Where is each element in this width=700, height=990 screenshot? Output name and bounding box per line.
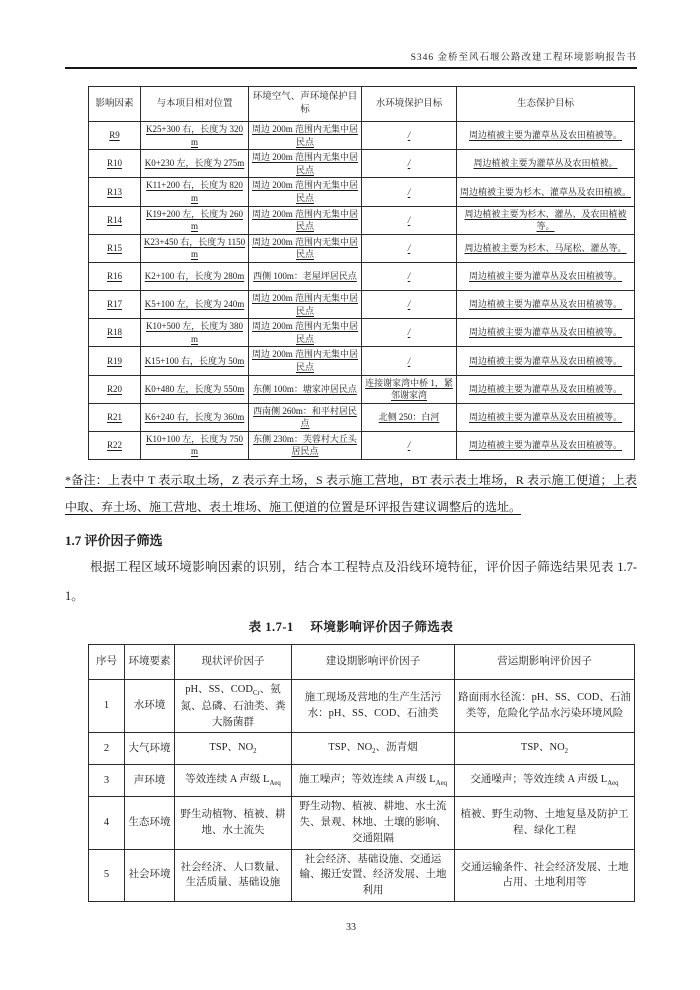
- table-cell: 周边 200m 范围内无集中居民点: [249, 122, 362, 150]
- table-remark: *备注：上表中 T 表示取土场，Z 表示弃土场，S 表示施工营地，BT 表示表土堆场，R 表示施工便道；上表中取、弃土场、施工营地、表土堆场、施工便道的位置是环评报告建议调整后的选址。: [65, 473, 637, 515]
- table-cell: R10: [89, 150, 141, 178]
- table-row: [89, 403, 635, 431]
- table-cell: 东侧 100m：塘家冲居民点: [249, 375, 362, 403]
- table-row: [89, 765, 635, 797]
- table-cell: K11+200 右，长度为 820m: [141, 178, 249, 206]
- table-cell: 2: [89, 733, 125, 765]
- protection-table-body: [89, 122, 635, 460]
- table-cell: K25+300 右，长度为 320m: [141, 122, 249, 150]
- table-cell: 交通噪声；等效连续 A 声级 $L_{Aeq}$: [455, 765, 635, 797]
- table-cell: 周边植被主要为灌草丛及农田植被等。: [457, 403, 635, 431]
- page-header-title: S346 金桥至风石堰公路改建工程环境影响报告书: [410, 53, 637, 63]
- table-cell: 施工现场及营地的生产生活污水：pH、SS、COD、石油类: [292, 679, 455, 733]
- table-cell: /: [362, 431, 457, 459]
- table-cell: 1: [89, 679, 125, 733]
- table-cell: 大气环境: [125, 733, 175, 765]
- column-header-water-target: 水环境保护目标: [362, 87, 457, 122]
- table-cell: TSP、$NO_2$: [455, 733, 635, 765]
- table-cell: K6+240 右，长度为 360m: [141, 403, 249, 431]
- table-header-row: [89, 87, 635, 122]
- table-cell: 水环境: [125, 679, 175, 733]
- table-cell: 4: [89, 797, 125, 849]
- table-cell: 连接谢家湾中桥 1，紧邻谢家湾: [362, 375, 457, 403]
- table-cell: 周边 200m 范围内无集中居民点: [249, 150, 362, 178]
- table-cell: 东侧 230m：芙蓉村大丘头居民点: [249, 431, 362, 459]
- column-header-air-noise-target: 环境空气、声环境保护目标: [249, 87, 362, 122]
- table-cell: 野生动物、植被、耕地、水土流失、景观、林地、土壤的影响、交通阻隔: [292, 797, 455, 849]
- table-cell: 交通运输条件、社会经济发展、土地占用、土地利用等: [455, 849, 635, 901]
- table-cell: 周边植被主要为灌草丛及农田植被等。: [457, 431, 635, 459]
- table-cell: /: [362, 262, 457, 290]
- table-cell: K19+200 左，长度为 260m: [141, 206, 249, 234]
- table-cell: 西南侧 260m：和平村居民点: [249, 403, 362, 431]
- table-row: [89, 431, 635, 459]
- table-row: [89, 262, 635, 290]
- table-cell: R15: [89, 234, 141, 262]
- table-row: [89, 733, 635, 765]
- table-cell: TSP、$NO_2$、沥青烟: [292, 733, 455, 765]
- column-header-construction-factors: 建设期影响评价因子: [292, 644, 455, 679]
- table-cell: R13: [89, 178, 141, 206]
- table-cell: /: [362, 150, 457, 178]
- table-cell: 声环境: [125, 765, 175, 797]
- table-cell: K10+500 左，长度为 380m: [141, 319, 249, 347]
- column-header-impact-factor: 影响因素: [89, 87, 141, 122]
- table-cell: K15+100 右，长度为 50m: [141, 347, 249, 375]
- table-cell: K10+100 左，长度为 750m: [141, 431, 249, 459]
- table-row: [89, 122, 635, 150]
- factor-screening-table: [88, 644, 635, 902]
- column-header-current-factors: 现状评价因子: [175, 644, 292, 679]
- table-cell: pH、SS、$COD_{Cr}$、氨氮、总磷、石油类、粪大肠菌群: [175, 679, 292, 733]
- table-row: [89, 206, 635, 234]
- table-cell: 周边植被主要为灌草丛及农田植被等。: [457, 122, 635, 150]
- table-cell: /: [362, 234, 457, 262]
- table-cell: K2+100 右，长度为 280m: [141, 262, 249, 290]
- table-cell: /: [362, 178, 457, 206]
- table-cell: 周边 200m 范围内无集中居民点: [249, 319, 362, 347]
- table-cell: 周边植被主要为杉木、灌丛、及农田植被等。: [457, 206, 635, 234]
- table-cell: 路面雨水径流：pH、SS、COD、石油类等，危险化学品水污染环境风险: [455, 679, 635, 733]
- table-cell: TSP、$NO_2$: [175, 733, 292, 765]
- table-cell: /: [362, 206, 457, 234]
- table-row: [89, 150, 635, 178]
- table-cell: 周边植被主要为灌草丛及农田植被等。: [457, 290, 635, 318]
- table-cell: 西侧 100m：老屋坪居民点: [249, 262, 362, 290]
- table-cell: 周边 200m 范围内无集中居民点: [249, 347, 362, 375]
- table-cell: R9: [89, 122, 141, 150]
- table-cell: 生态环境: [125, 797, 175, 849]
- table-header-row: [89, 644, 635, 679]
- table-cell: 植被、野生动物、土地复垦及防护工程、绿化工程: [455, 797, 635, 849]
- table-cell: 周边植被主要为杉木、灌草丛及农田植被。: [457, 178, 635, 206]
- protection-targets-table: [88, 86, 635, 460]
- table-row: [89, 347, 635, 375]
- column-header-relative-position: 与本项目相对位置: [141, 87, 249, 122]
- table-caption: 表 1.7-1 环境影响评价因子筛选表: [248, 619, 454, 634]
- table-cell: /: [362, 290, 457, 318]
- table-row: [89, 797, 635, 849]
- table-cell: 施工噪声；等效连续 A 声级 $L_{Aeq}$: [292, 765, 455, 797]
- table-cell: /: [362, 319, 457, 347]
- table-cell: 周边植被主要为灌草丛及农田植被等。: [457, 375, 635, 403]
- column-header-serial: 序号: [89, 644, 125, 679]
- document-page: [65, 0, 637, 933]
- table-cell: 周边 200m 范围内无集中居民点: [249, 290, 362, 318]
- body-paragraph: 根据工程区域环境影响因素的识别，结合本工程特点及沿线环境特征，评价因子筛选结果见表 1.7-1。: [65, 560, 637, 603]
- table-row: [89, 319, 635, 347]
- table-cell: 社会经济、人口数量、生活质量、基础设施: [175, 849, 292, 901]
- table-cell: K0+480 左，长度为 550m: [141, 375, 249, 403]
- table-cell: 5: [89, 849, 125, 901]
- table-cell: 周边植被主要为灌草丛及农田植被等。: [457, 347, 635, 375]
- table-row: [89, 290, 635, 318]
- header-rule: [65, 67, 637, 69]
- table-row: [89, 178, 635, 206]
- table-cell: 周边植被主要为灌草丛及农田植被等。: [457, 262, 635, 290]
- table-cell: R14: [89, 206, 141, 234]
- table-cell: /: [362, 347, 457, 375]
- page-number: 33: [346, 922, 356, 933]
- table-cell: /: [362, 122, 457, 150]
- table-cell: 社会经济、基础设施、交通运输、搬迁安置、经济发展、土地利用: [292, 849, 455, 901]
- factor-table-body: [89, 679, 635, 901]
- table-cell: R20: [89, 375, 141, 403]
- table-row: [89, 234, 635, 262]
- table-cell: R19: [89, 347, 141, 375]
- table-row: [89, 679, 635, 733]
- table-cell: R16: [89, 262, 141, 290]
- table-cell: R17: [89, 290, 141, 318]
- table-cell: 周边植被主要为杉木、马尾松、灌丛等。: [457, 234, 635, 262]
- table-cell: 社会环境: [125, 849, 175, 901]
- table-cell: K0+230 左，长度为 275m: [141, 150, 249, 178]
- table-cell: 周边 200m 范围内无集中居民点: [249, 178, 362, 206]
- section-heading: 1.7 评价因子筛选: [65, 533, 163, 549]
- table-cell: 周边植被主要为灌草丛及农田植被。: [457, 150, 635, 178]
- column-header-ecology-target: 生态保护目标: [457, 87, 635, 122]
- table-cell: 周边 200m 范围内无集中居民点: [249, 206, 362, 234]
- table-cell: 周边植被主要为灌草丛及农田植被等。: [457, 319, 635, 347]
- table-row: [89, 849, 635, 901]
- table-cell: K23+450 右，长度为 1150m: [141, 234, 249, 262]
- table-cell: 3: [89, 765, 125, 797]
- column-header-operation-factors: 营运期影响评价因子: [455, 644, 635, 679]
- table-cell: R18: [89, 319, 141, 347]
- table-cell: R21: [89, 403, 141, 431]
- table-cell: R22: [89, 431, 141, 459]
- table-cell: 北侧 250：白河: [362, 403, 457, 431]
- table-row: [89, 375, 635, 403]
- table-cell: K5+100 左，长度为 240m: [141, 290, 249, 318]
- table-cell: 野生动植物、植被、耕地、水土流失: [175, 797, 292, 849]
- table-cell: 周边 200m 范围内无集中居民点: [249, 234, 362, 262]
- table-cell: 等效连续 A 声级 $L_{Aeq}$: [175, 765, 292, 797]
- column-header-env-element: 环境要素: [125, 644, 175, 679]
